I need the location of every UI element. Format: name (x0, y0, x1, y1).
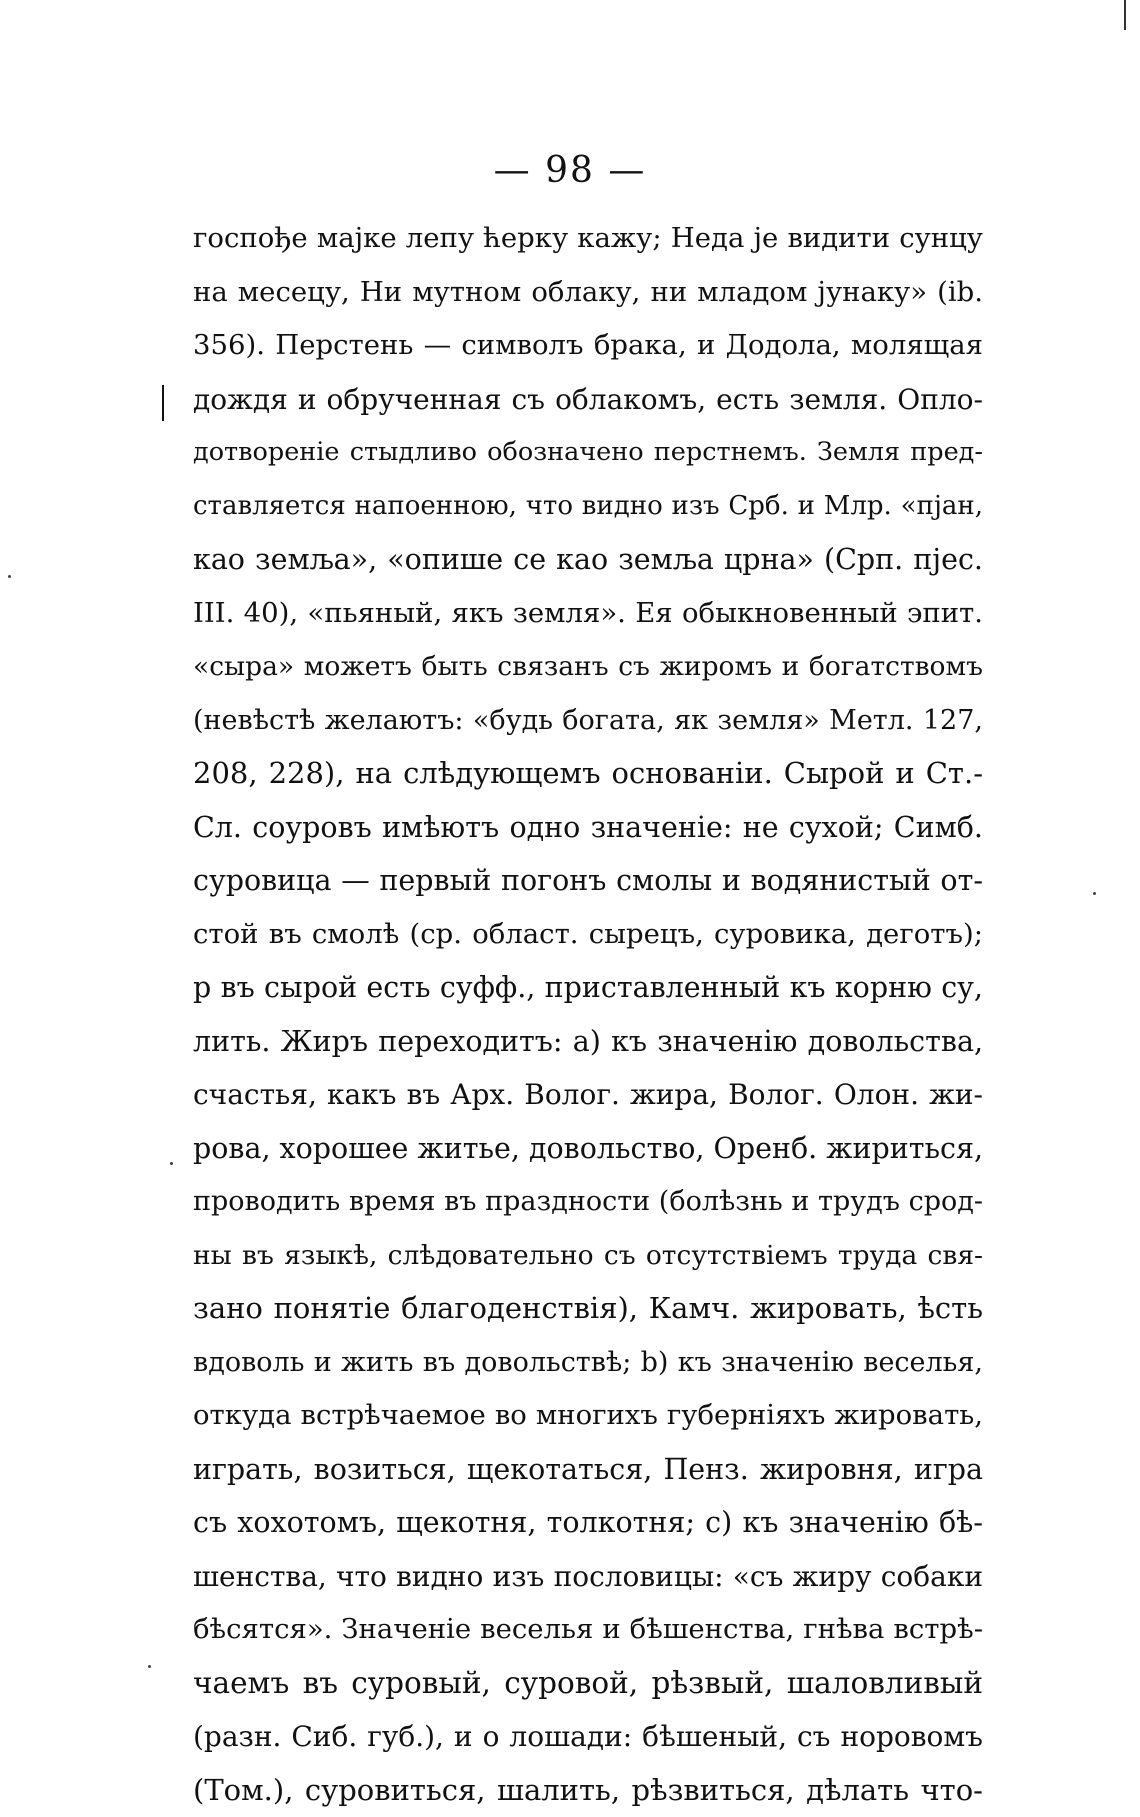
text-line: дождя и обрученная съ облакомъ, есть земля. Опло- (193, 373, 983, 427)
text-line: р въ сырой есть суфф., приставленный къ корню су, (193, 961, 983, 1015)
text-line: откуда встрѣчаемое во многихъ губерніяхъ жировать, (193, 1389, 983, 1443)
text-line: Сл. соуровъ имѣютъ одно значеніе: не сухой; Симб. (193, 801, 983, 855)
text-line: ставляется напоенною, что видно изъ Срб. и Млр. «пјан, (193, 480, 983, 534)
text-line: счастья, какъ въ Арх. Волог. жира, Волог. Олон. жи- (193, 1068, 983, 1122)
margin-mark (162, 385, 164, 421)
text-line: дотвореніе стыдливо обозначено перстнемъ. Земля пред- (193, 426, 983, 480)
text-line: зано понятіе благоденствія), Камч. жировать, ѣсть (193, 1282, 983, 1336)
text-line: III. 40), «пьяный, якъ земля». Ея обыкновенный эпит. (193, 587, 983, 641)
paper-speck (1093, 892, 1096, 895)
text-line: госпође мајке лепу ћерку кажу; Неда је видити сунцу (193, 212, 983, 266)
text-line: 356). Перстень — символъ брака, и Додола, молящая (193, 319, 983, 373)
body-text (193, 212, 983, 1817)
text-line: съ хохотомъ, щекотня, толкотня; с) къ значенію бѣ- (193, 1496, 983, 1550)
page-number: — 98 — (0, 150, 1140, 191)
paper-speck (8, 575, 11, 578)
text-line: лить. Жиръ переходитъ: а) къ значенію довольства, (193, 1015, 983, 1069)
text-line: играть, возиться, щекотаться, Пенз. жировня, игра (193, 1443, 983, 1497)
text-line: шенства, что видно изъ пословицы: «съ жиру собаки (193, 1550, 983, 1604)
text-line: «сыра» можетъ быть связанъ съ жиромъ и богатствомъ (193, 640, 983, 694)
text-line: на месецу, Ни мутном облаку, ни младом јунаку» (ib. (193, 266, 983, 320)
text-line: (Том.), суровиться, шалить, рѣзвиться, дѣлать что- (193, 1764, 983, 1817)
text-line: вдоволь и жить въ довольствѣ; b) къ значенію веселья, (193, 1336, 983, 1390)
text-line: као земља», «опише се као земља црна» (Срп. пјес. (193, 533, 983, 587)
text-line: стой въ смолѣ (ср. област. сырецъ, суровика, деготъ); (193, 908, 983, 962)
text-line: (разн. Сиб. губ.), и о лошади: бѣшеный, съ норовомъ (193, 1710, 983, 1764)
paper-speck (170, 1162, 173, 1165)
text-line: 208, 228), на слѣдующемъ основаніи. Сырой и Ст.- (193, 747, 983, 801)
text-line: чаемъ въ суровый, суровой, рѣзвый, шаловливый (193, 1657, 983, 1711)
text-line: суровица — первый погонъ смолы и водянистый от- (193, 854, 983, 908)
paper-speck (148, 1665, 151, 1668)
page-edge-line (1124, 0, 1126, 30)
text-line: (невѣстѣ желаютъ: «будь богата, як земля» Метл. 127, (193, 694, 983, 748)
text-line: рова, хорошее житье, довольство, Оренб. жириться, (193, 1122, 983, 1176)
text-line: проводить время въ праздности (болѣзнь и трудъ срод- (193, 1175, 983, 1229)
text-line: бѣсятся». Значеніе веселья и бѣшенства, гнѣва встрѣ- (193, 1603, 983, 1657)
text-line: ны въ языкѣ, слѣдовательно съ отсутствіемъ труда свя- (193, 1229, 983, 1283)
